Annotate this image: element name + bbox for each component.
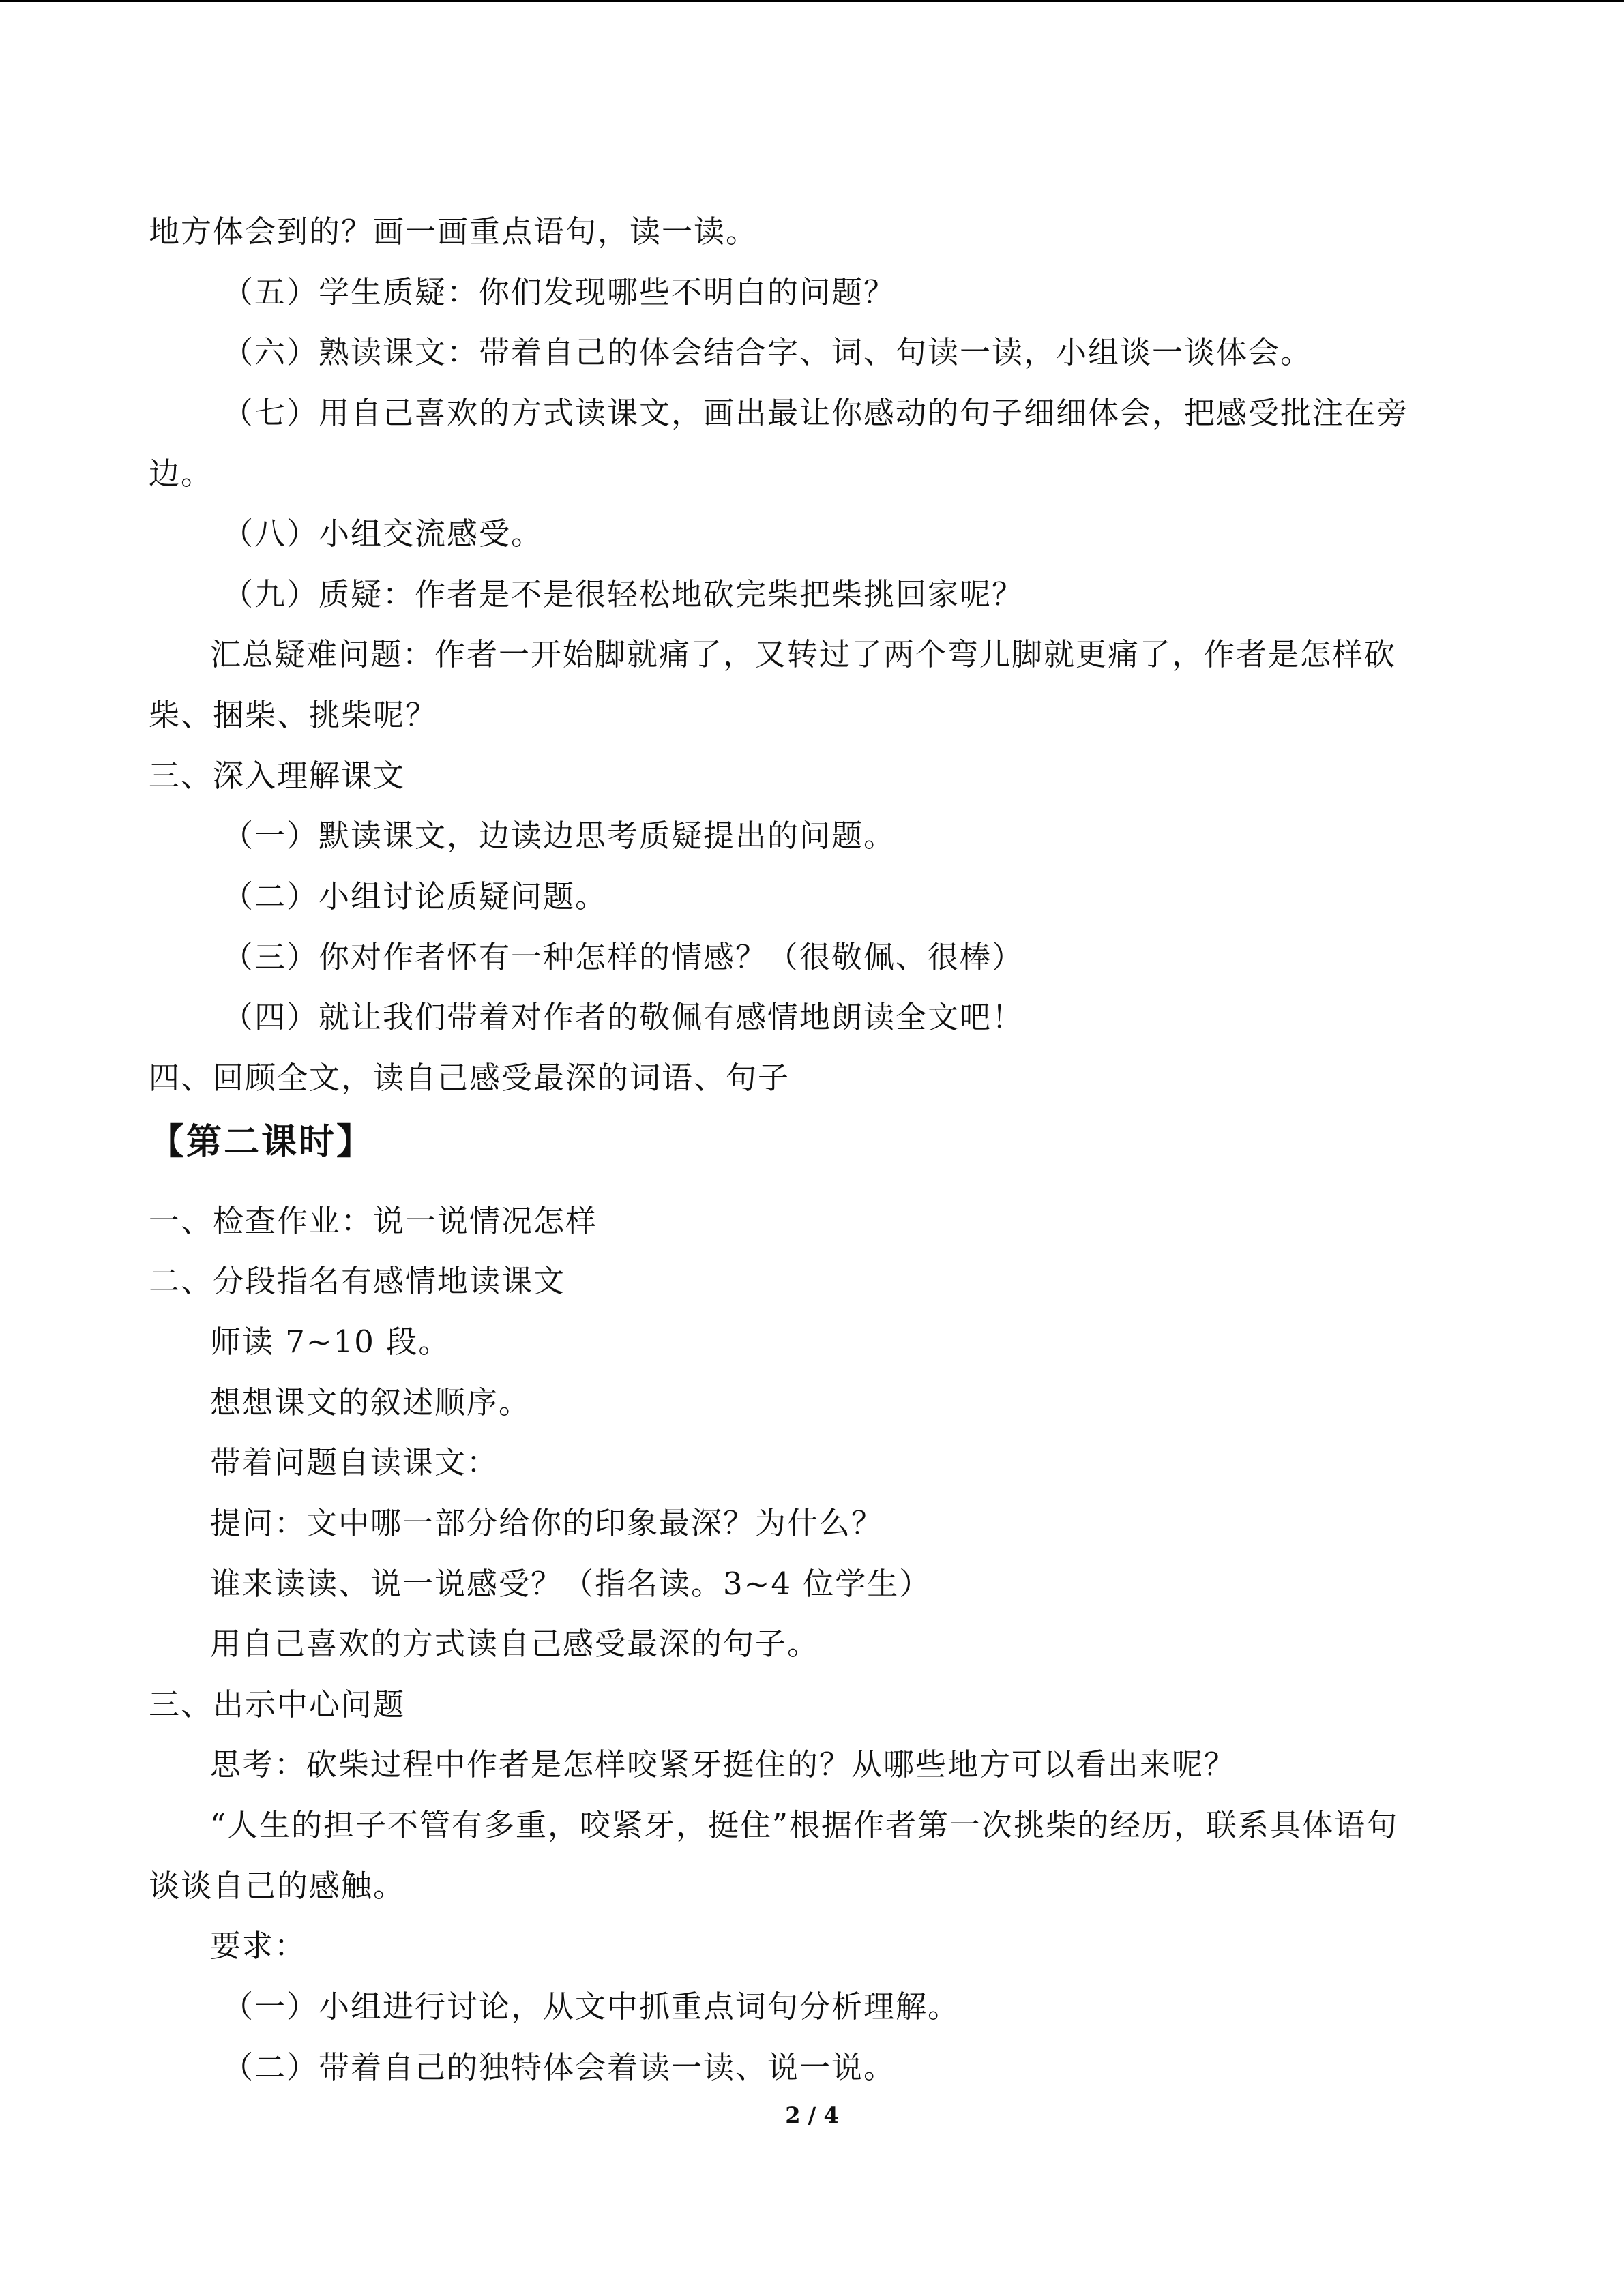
text-line: （一）小组进行讨论，从文中抓重点词句分析理解。 — [222, 1988, 960, 2025]
text-line: 要求： — [210, 1928, 307, 1964]
text-line: （四）就让我们带着对作者的敬佩有感情地朗读全文吧！ — [222, 999, 1024, 1035]
section-heading: 四、回顾全文，读自己感受最深的词语、句子 — [149, 1060, 791, 1096]
section-heading: 二、分段指名有感情地读课文 — [149, 1263, 566, 1299]
text-line: 地方体会到的？画一画重点语句，读一读。 — [149, 213, 758, 250]
text-line: 提问：文中哪一部分给你的印象最深？为什么？ — [210, 1505, 884, 1541]
text-line: 谁来读读、说一说感受？（指名读。3~4 位学生） — [210, 1566, 932, 1602]
section-heading: 一、检查作业：说一说情况怎样 — [149, 1203, 598, 1239]
text-line: （六）熟读课文：带着自己的体会结合字、词、句读一读，小组谈一谈体会。 — [222, 334, 1313, 370]
page-number: 2 / 4 — [785, 2102, 839, 2128]
text-line: （三）你对作者怀有一种怎样的情感？（很敬佩、很棒） — [222, 939, 1024, 975]
text-line: 谈谈自己的感触。 — [149, 1868, 406, 1904]
section-heading: 三、深入理解课文 — [149, 758, 406, 794]
section-heading: 三、出示中心问题 — [149, 1686, 406, 1723]
text-line: （七）用自己喜欢的方式读课文，画出最让你感动的句子细细体会，把感受批注在旁 — [222, 395, 1409, 431]
text-line: （五）学生质疑：你们发现哪些不明白的问题？ — [222, 274, 896, 310]
text-line: 想想课文的叙述顺序。 — [210, 1384, 531, 1420]
text-line: 用自己喜欢的方式读自己感受最深的句子。 — [210, 1626, 820, 1662]
text-line: 师读 7~10 段。 — [210, 1324, 451, 1360]
text-line: 柴、捆柴、挑柴呢？ — [149, 697, 438, 733]
top-border-line — [0, 0, 1624, 2]
text-line: （二）小组讨论质疑问题。 — [222, 878, 608, 914]
text-line: 思考：砍柴过程中作者是怎样咬紧牙挺住的？从哪些地方可以看出来呢？ — [210, 1746, 1237, 1783]
text-line: 带着问题自读课文： — [210, 1444, 499, 1480]
text-line: （一）默读课文，边读边思考质疑提出的问题。 — [222, 818, 896, 854]
lesson-heading: 【第二课时】 — [149, 1121, 374, 1163]
text-line: （二）带着自己的独特体会着读一读、说一说。 — [222, 2049, 896, 2085]
text-line: （九）质疑：作者是不是很轻松地砍完柴把柴挑回家呢？ — [222, 576, 1024, 612]
text-line: （八）小组交流感受。 — [222, 516, 544, 552]
text-line: “人生的担子不管有多重，咬紧牙，挺住”根据作者第一次挑柴的经历，联系具体语句 — [210, 1807, 1399, 1843]
text-line: 边。 — [149, 456, 213, 492]
text-line: 汇总疑难问题：作者一开始脚就痛了，又转过了两个弯儿脚就更痛了，作者是怎样砍 — [210, 636, 1397, 672]
